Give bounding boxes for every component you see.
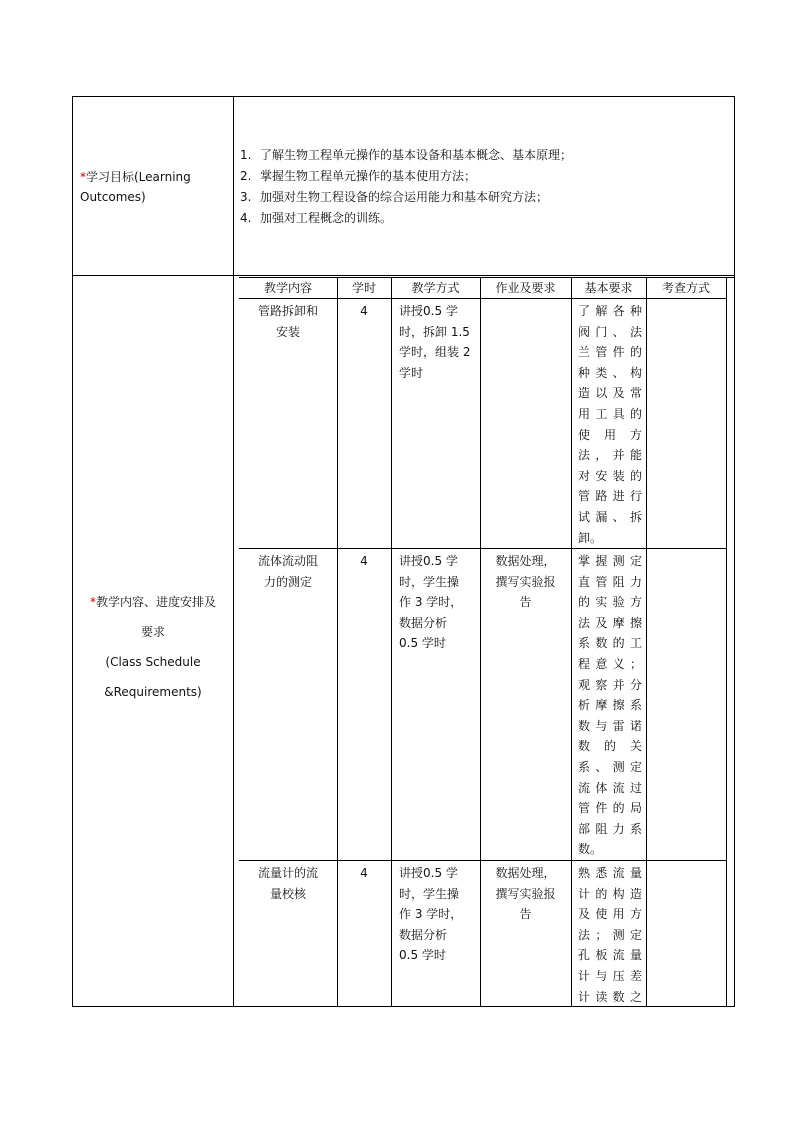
- row-method: 讲授0.5 学 时，学生操 作 3 学时， 数据分析 0.5 学时: [399, 866, 463, 963]
- row-content: 流量计的流 量校核: [257, 866, 318, 901]
- outcome-item: 3. 加强对生物工程设备的综合运用能力和基本研究方法；: [240, 190, 549, 204]
- section-divider: [72, 275, 735, 276]
- outcome-item: 1. 了解生物工程单元操作的基本设备和基本概念、基本原理；: [240, 148, 573, 162]
- header-content: 教学内容: [263, 281, 312, 295]
- outcome-item: 2. 掌握生物工程单元操作的基本使用方法；: [240, 169, 477, 183]
- header-assess: 考查方式: [661, 281, 710, 295]
- col-divider-6: [726, 277, 727, 1007]
- header-basic: 基本要求: [584, 281, 633, 295]
- col-divider-1: [337, 277, 338, 1007]
- row-homework: 数据处理， 撰写实验报 告: [495, 554, 556, 610]
- schedule-label-line2: 要求: [140, 625, 165, 639]
- schedule-label-line3: (Class Schedule: [105, 655, 201, 669]
- schedule-label-line4: &Requirements): [104, 685, 202, 699]
- header-method: 教学方式: [411, 281, 460, 295]
- row-homework: 数据处理， 撰写实验报 告: [495, 866, 556, 922]
- schedule-label-line1: 教学内容、进度安排及: [95, 595, 216, 609]
- outcomes-label: [80, 167, 230, 207]
- header-homework: 作业及要求: [495, 281, 556, 295]
- col-divider-4: [571, 277, 572, 1007]
- row-basic: 掌握测定 直管阻力 的实验方 法及摩擦 系数的工 程意义； 观察并分 析摩擦系 数与雷诺 数 的 关 系、测定 流体流过 管件的局 部阻力系 数。: [578, 554, 642, 857]
- required-star: *: [80, 170, 86, 184]
- row-hours: 4: [360, 304, 368, 318]
- row1-bottom-line: [239, 548, 727, 549]
- schedule-label: [73, 591, 233, 703]
- row-method: 讲授0.5 学 时，学生操 作 3 学时， 数据分析 0.5 学时: [399, 554, 463, 651]
- outcomes-label-line2: Outcomes): [80, 190, 146, 204]
- row-hours: 4: [360, 554, 368, 568]
- inner-table-top-line: [239, 277, 735, 278]
- row-content: 流体流动阻 力的测定: [257, 554, 318, 589]
- row2-bottom-line: [239, 860, 727, 861]
- row-basic: 了解各种 阀门、法 兰管件的 种类、构 造以及常 用工具的 使 用 方 法，并能 对安装的 管路进行 试漏、拆 卸。: [578, 304, 642, 545]
- col-divider-5: [646, 277, 647, 1007]
- row-hours: 4: [360, 866, 368, 880]
- outcomes-label-line1: 学习目标(Learning: [86, 170, 191, 184]
- required-star: *: [89, 595, 96, 609]
- col-divider-2: [391, 277, 392, 1007]
- row-method: 讲授0.5 学 时，拆卸 1.5 学时，组装 2 学时: [399, 304, 471, 380]
- header-hours: 学时: [351, 281, 376, 295]
- outcome-item: 4. 加强对工程概念的训练。: [240, 211, 393, 225]
- header-bottom-line: [239, 298, 727, 299]
- row-basic: 熟悉流量 计的构造 及使用方 法；测定 孔板流量 计与压差 计读数之: [578, 866, 642, 1004]
- row-content: 管路拆卸和 安装: [257, 304, 318, 339]
- label-column-divider: [233, 96, 234, 1007]
